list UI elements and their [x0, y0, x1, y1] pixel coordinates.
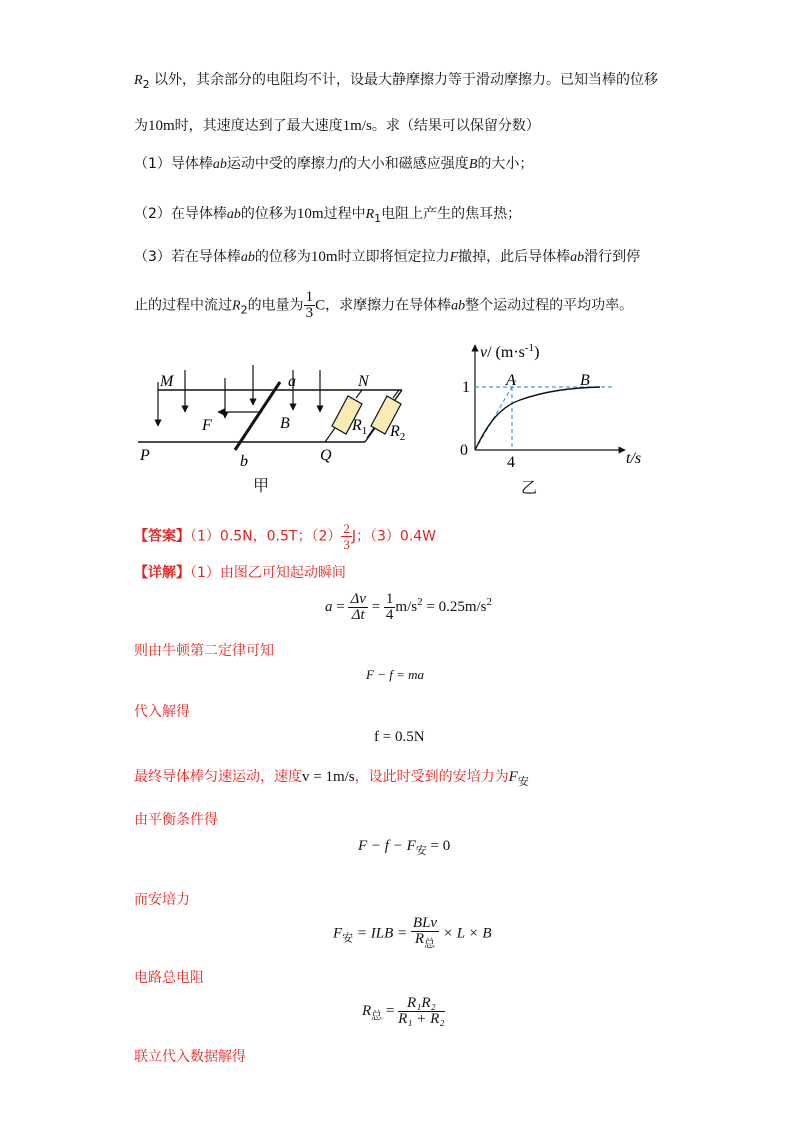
problem-line-1: $R_2$ 以外，其余部分的电阻均不计，设最大静摩擦力等于滑动摩擦力。已知当棒的位移	[134, 72, 659, 91]
detail-step-uniform: 最终导体棒匀速运动，速度v = 1m/s，设此时受到的安培力为$F_安$	[134, 769, 529, 788]
caption-jia: 甲	[253, 476, 270, 495]
answer-line: 【答案】（1）0.5N，0.5T；（2） $\frac{2}{3}$ J；（3）0.4W	[134, 521, 437, 552]
figure-jia-rails-diagram	[130, 360, 420, 500]
detail-step-ampere: 而安培力	[134, 892, 190, 908]
detail-step-newton: 则由牛顿第二定律可知	[134, 643, 274, 659]
caption-yi: 乙	[521, 478, 538, 497]
question-3-line-1: （3）若在导体棒ab的位移为10m时立即将恒定拉力F撤掉，此后导体棒ab滑行到停	[134, 249, 641, 265]
label-a: a	[288, 373, 296, 390]
x-axis-label: t/s	[626, 450, 642, 467]
equation-acceleration: a = $\frac{\Delta v}{\Delta t}$ = $\frac{1}{4}$ $m/s^2 = 0.25m/s^2$	[325, 591, 492, 623]
label-f: F	[202, 417, 212, 434]
question-2: （2）在导体棒ab的位移为10m过程中$R_1$电阻上产生的焦耳热；	[134, 206, 522, 225]
tick-y-1: 1	[462, 379, 470, 396]
y-axis-label: v/ $(m\cdot s^{-1})$	[480, 342, 540, 361]
answer-fraction: $\frac{2}{3}$	[343, 521, 350, 552]
equation-friction: f = 0.5N	[374, 729, 425, 745]
detail-step-resistance: 电路总电阻	[134, 970, 204, 986]
equation-balance: $F - f - F_安 = 0$	[358, 838, 451, 857]
tick-x-4: 4	[507, 454, 515, 470]
label-q: Q	[320, 447, 332, 464]
figure-yi-vt-graph	[450, 335, 660, 470]
point-b-label: B	[580, 372, 590, 389]
label-b-field: B	[280, 415, 290, 432]
label-n: N	[358, 373, 369, 390]
equation-ampere-force: $F_安$ = ILB = $\frac{\text{BLv}}{R_总}$ × L × B	[333, 915, 492, 950]
equation-newton: F − f = ma	[366, 667, 424, 682]
question-1: （1）导体棒ab运动中受的摩擦力f的大小和磁感应强度B的大小；	[134, 156, 534, 172]
origin-label: 0	[460, 442, 468, 459]
detail-intro: 【详解】（1）由图乙可知起动瞬间	[134, 565, 346, 581]
charge-fraction: $\frac{1}{3}$	[305, 289, 314, 321]
answer-tag: 【答案】	[134, 528, 190, 545]
detail-step-substitute: 代入解得	[134, 704, 190, 720]
detail-step-balance: 由平衡条件得	[134, 812, 218, 828]
question-3-line-2: 止的过程中流过$R_2$的电量为 $\frac{1}{3}$ C，求摩擦力在导体棒ab整个运动过程的平均功率。	[134, 289, 634, 321]
label-p: P	[140, 447, 150, 464]
label-r1: $R_1$	[352, 417, 368, 437]
velocity-curve	[475, 387, 600, 450]
rod-ab	[235, 382, 280, 450]
tangent-line	[475, 380, 516, 450]
detail-tag: 【详解】	[134, 565, 190, 581]
detail-step-solve: 联立代入数据解得	[134, 1049, 246, 1065]
problem-line-2: 为10m时，其速度达到了最大速度1m/s。求（结果可以保留分数）	[134, 118, 540, 134]
point-a-label: A	[506, 372, 516, 389]
resistor-r1	[325, 390, 362, 442]
label-m: M	[160, 373, 174, 390]
label-r2: $R_2$	[390, 423, 406, 443]
equation-total-resistance: $R_总$ = $\frac{\text{R₁R₂}}{\text{R₁ + R₂}}$	[362, 995, 445, 1027]
label-b-end: b	[240, 453, 248, 470]
